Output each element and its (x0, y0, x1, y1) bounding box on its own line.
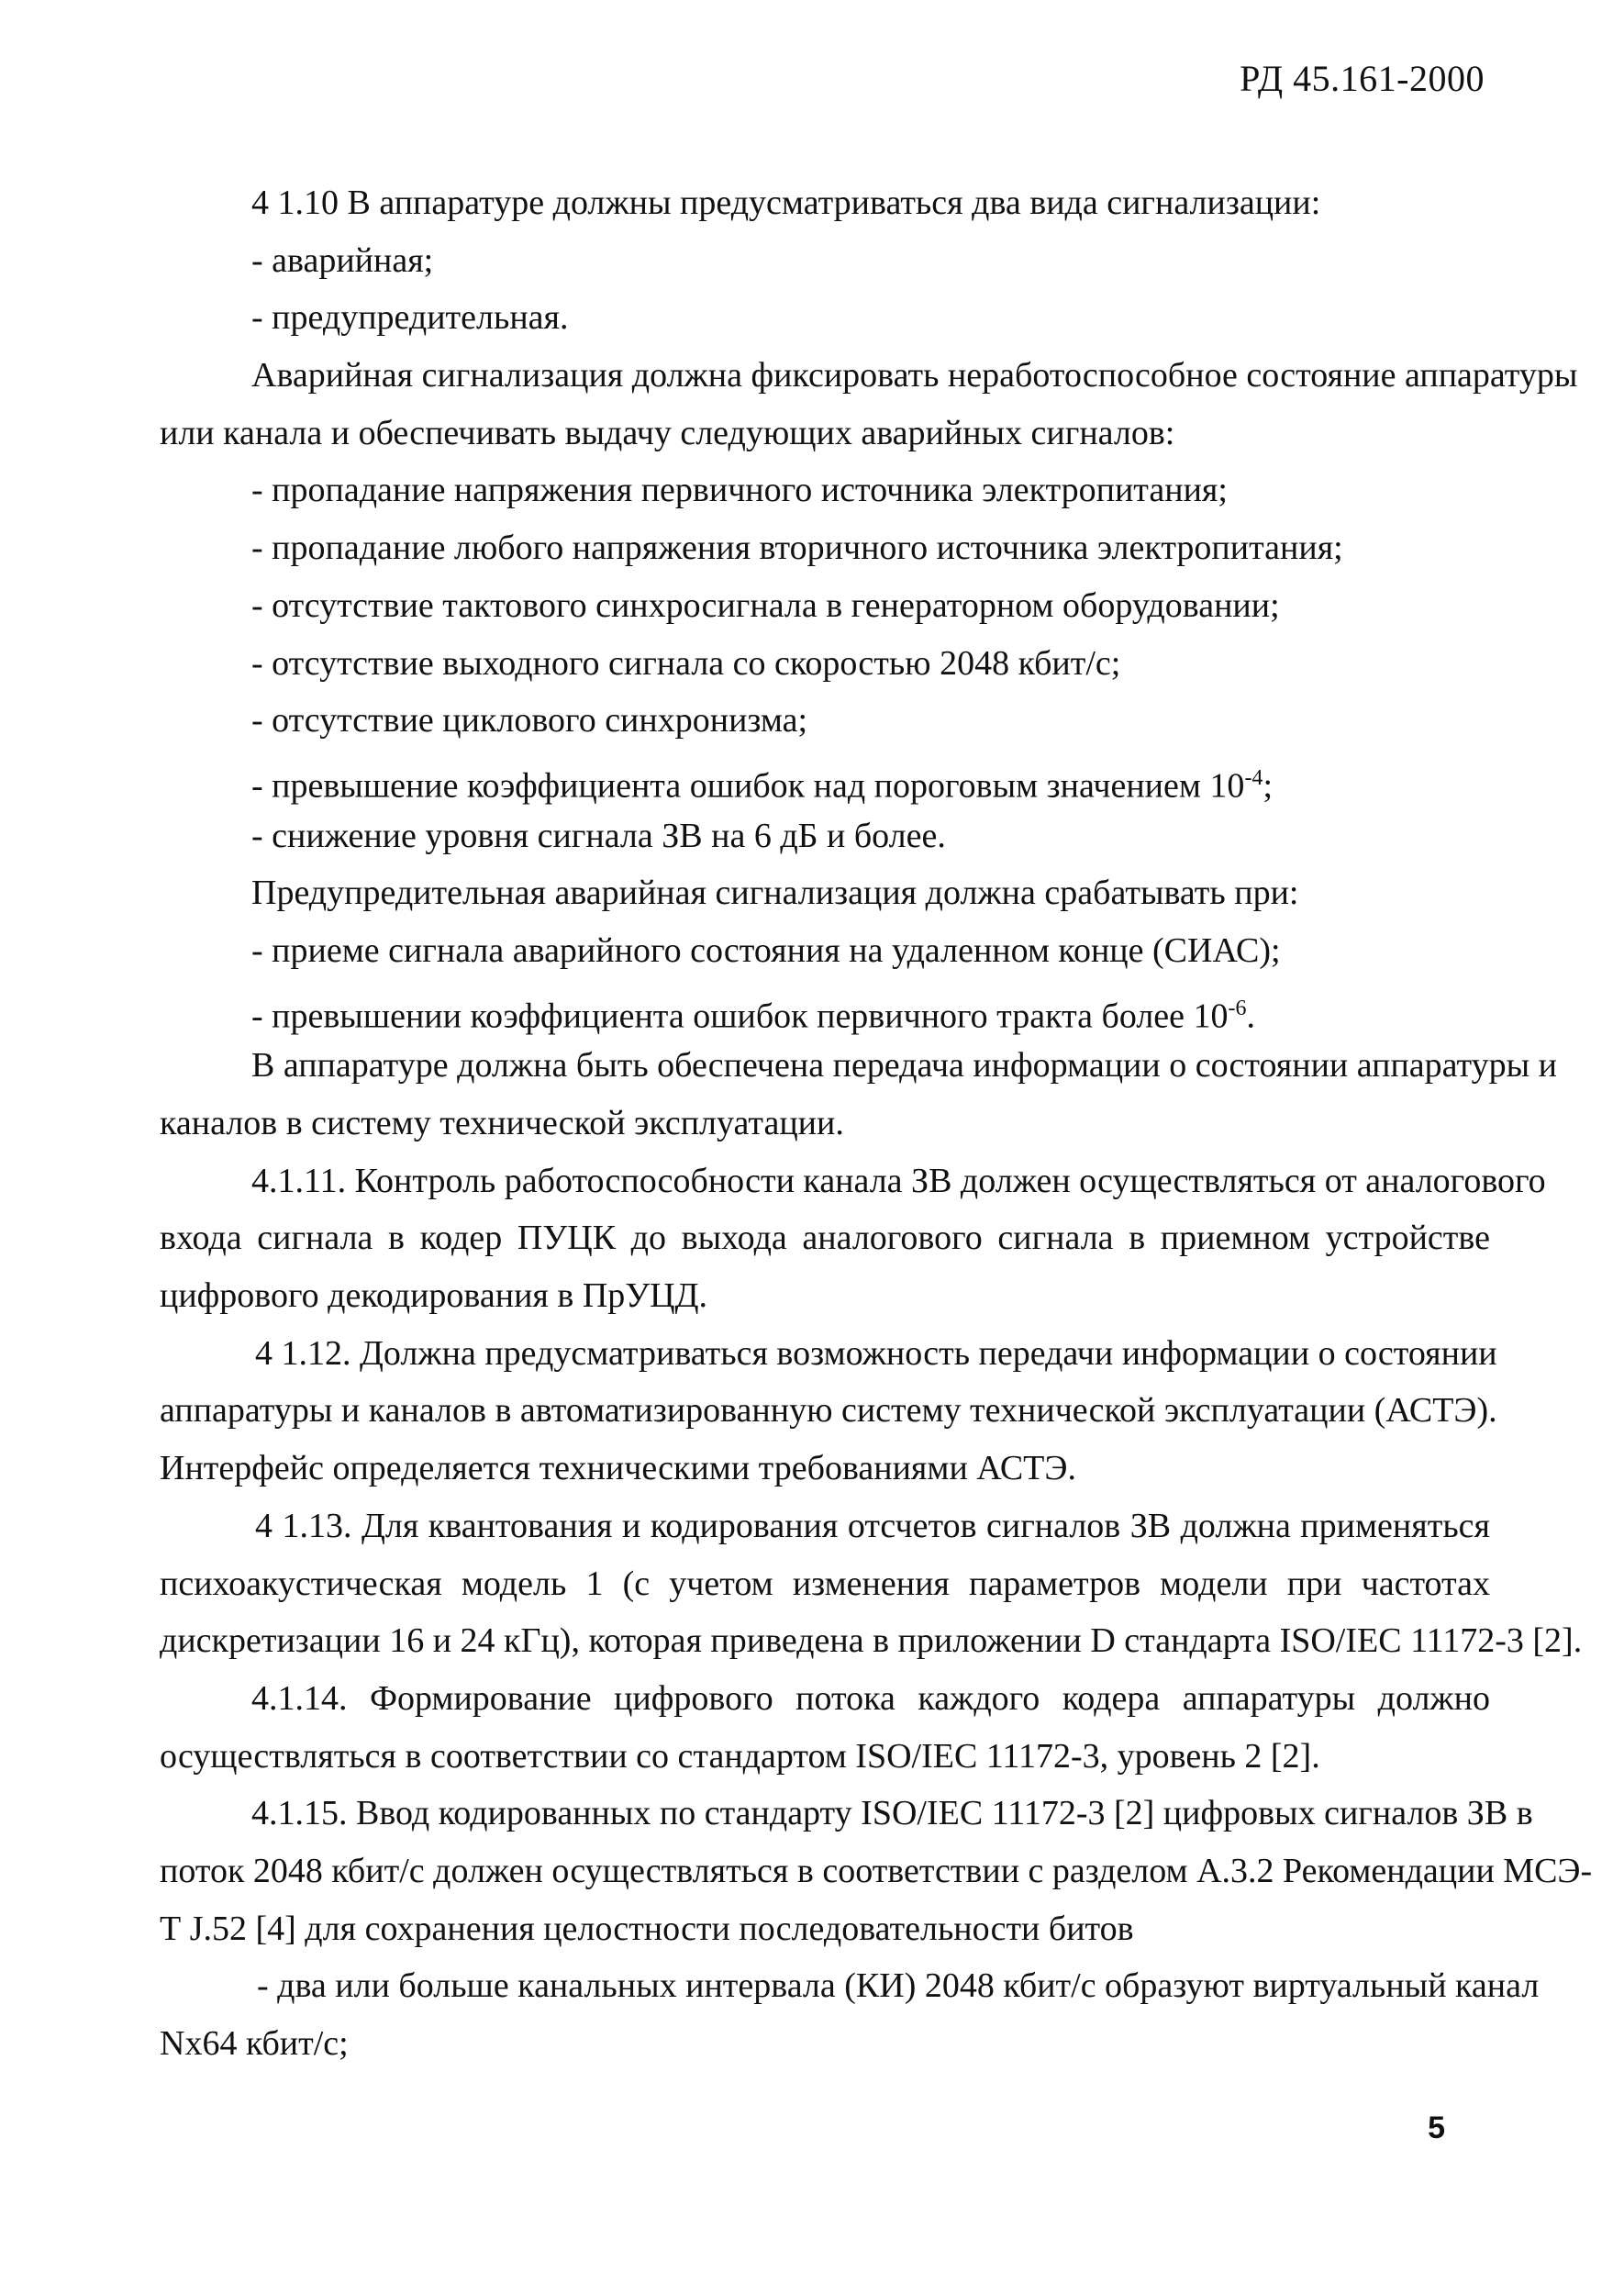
list-item: - пропадание напряжения первичного источника электропитания; (251, 471, 1228, 510)
paragraph-line: Nx64 кбит/с; (160, 2024, 349, 2063)
paragraph-line: В аппаратуре должна быть обеспечена передача информации о состоянии аппаратуры и (251, 1046, 1558, 1086)
paragraph-line: поток 2048 кбит/с должен осуществляться в соответствии с разделом А.3.2 Рекомендации МСЭ- (160, 1851, 1593, 1890)
list-item-error-threshold (160, 750, 1490, 807)
list-item-error-rate (160, 980, 1490, 1038)
list-item: - снижение уровня сигнала ЗВ на 6 дБ и более. (251, 816, 946, 855)
section-4-1-13: 4 1.13. Для квантования и кодирования отсчетов сигналов ЗВ должна применяться (255, 1506, 1490, 1545)
list-item: - отсутствие выходного сигнала со скоростью 2048 кбит/с; (251, 643, 1121, 683)
section-4-1-10-heading: 4 1.10 В аппаратуре должны предусматриваться два вида сигнализации: (251, 184, 1321, 222)
document-code-header: РД 45.161-2000 (1240, 58, 1485, 99)
paragraph-line: Аварийная сигнализация должна фиксировать неработоспособное состояние аппаратуры (251, 356, 1578, 395)
paragraph-line: Предупредительная аварийная сигнализация должна срабатывать при: (251, 874, 1299, 913)
list-item-tail: ; (1262, 766, 1273, 806)
paragraph-line: осуществляться в соответствии со стандартом ISO/IEC 11172-3, уровень 2 [2]. (160, 1736, 1320, 1776)
paragraph-line: Интерфейс определяется техническими требованиями АСТЭ. (160, 1449, 1076, 1488)
list-item: - пропадание любого напряжения вторичного источника электропитания; (251, 529, 1343, 568)
paragraph-line: входа сигнала в кодер ПУЦК до выхода аналогового сигнала в приемном устройстве (160, 1219, 1490, 1258)
paragraph-line: каналов в систему технической эксплуатации. (160, 1104, 844, 1142)
section-4-1-12: 4 1.12. Должна предусматриваться возможность передачи информации о состоянии (255, 1333, 1497, 1373)
page-number: 5 (1428, 2110, 1445, 2145)
list-item-text: - превышение коэффициента ошибок над пороговым значением 10 (251, 766, 1245, 806)
list-item: - аварийная; (251, 240, 434, 280)
paragraph-line: или канала и обеспечивать выдачу следующих аварийных сигналов: (160, 413, 1175, 452)
paragraph-line: аппаратуры и каналов в автоматизированную систему технической эксплуатации (АСТЭ). (160, 1391, 1497, 1431)
list-item: - два или больше канальных интервала (КИ) 2048 кбит/с образуют виртуальный канал (257, 1966, 1540, 2006)
section-4-1-15: 4.1.15. Ввод кодированных по стандарту ISO/IEC 11172-3 [2] цифровых сигналов ЗВ в (251, 1794, 1533, 1833)
section-4-1-11: 4.1.11. Контроль работоспособности канала ЗВ должен осуществляться от аналогового (251, 1161, 1546, 1200)
list-item: - отсутствие тактового синхросигнала в генераторном оборудовании; (251, 585, 1280, 625)
section-4-1-14: 4.1.14. Формирование цифрового потока каждого кодера аппаратуры должно (251, 1678, 1490, 1718)
list-item: - отсутствие циклового синхронизма; (251, 701, 808, 741)
paragraph-line: цифрового декодирования в ПрУЦД. (160, 1276, 708, 1316)
paragraph-line: психоакустическая модель 1 (с учетом изменения параметров модели при частотах (160, 1564, 1490, 1603)
list-item-text: - превышении коэффициента ошибок первичного тракта более 10 (251, 997, 1229, 1036)
exponent: -6 (1228, 996, 1247, 1020)
paragraph-line: дискретизации 16 и 24 кГц), которая приведена в приложении D стандарта ISO/IEC 11172-3 [2]. (160, 1621, 1583, 1661)
list-item: - предупредительная. (251, 298, 569, 338)
list-item: - приеме сигнала аварийного состояния на удаленном конце (СИАС); (251, 930, 1281, 970)
list-item-tail: . (1246, 997, 1256, 1036)
exponent: -4 (1244, 765, 1263, 790)
body-text (160, 174, 1593, 2073)
paragraph-line: Т J.52 [4] для сохранения целостности последовательности битов (160, 1909, 1134, 1948)
